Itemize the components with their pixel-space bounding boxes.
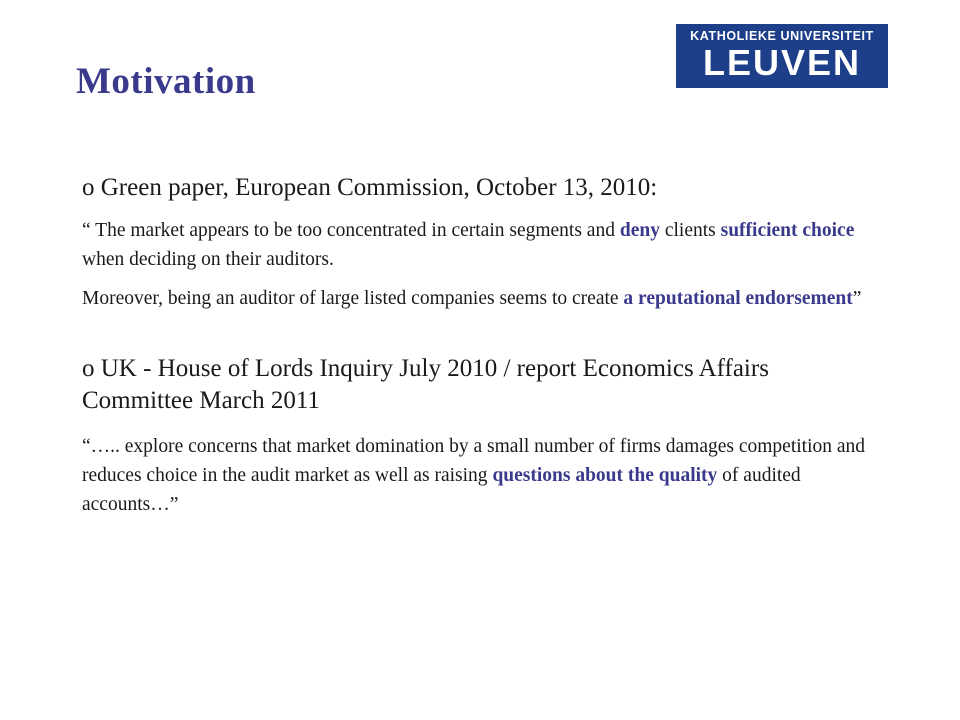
house-of-lords-quote <box>82 432 882 519</box>
quote-text: ” <box>852 288 862 309</box>
house-of-lords-heading: o UK - House of Lords Inquiry July 2010 / report Economics Affairs Committee March 2011 <box>82 355 769 414</box>
quote-text: clients <box>659 220 721 241</box>
green-paper-quote-2 <box>82 284 882 313</box>
green-paper-heading: o Green paper, European Commission, October 13, 2010: <box>82 174 658 201</box>
highlight-deny: deny <box>619 220 660 241</box>
slide-body <box>82 172 882 519</box>
logo-top-text: KATHOLIEKE UNIVERSITEIT <box>690 29 874 43</box>
quote-text: “ The market appears to be too concentrated in certain segments and <box>82 220 620 241</box>
highlight-quality: questions about the quality <box>492 465 718 486</box>
slide-title: Motivation <box>76 61 256 102</box>
university-logo <box>676 24 888 88</box>
quote-text: when deciding on their auditors. <box>82 249 334 270</box>
green-paper-quote-1 <box>82 216 882 274</box>
highlight-sufficient-choice: sufficient choice <box>720 220 855 241</box>
logo-main-text: LEUVEN <box>702 42 862 83</box>
quote-text: Moreover, being an auditor of large listed companies seems to create <box>82 288 624 309</box>
highlight-reputational-endorsement: a reputational endorsement <box>623 288 853 309</box>
quote-text: of audited accounts…” <box>82 465 801 515</box>
quote-text: “….. explore concerns that market domination by a small number of firms damages competition and reduces choice in the audit market as well as raising <box>82 436 866 486</box>
